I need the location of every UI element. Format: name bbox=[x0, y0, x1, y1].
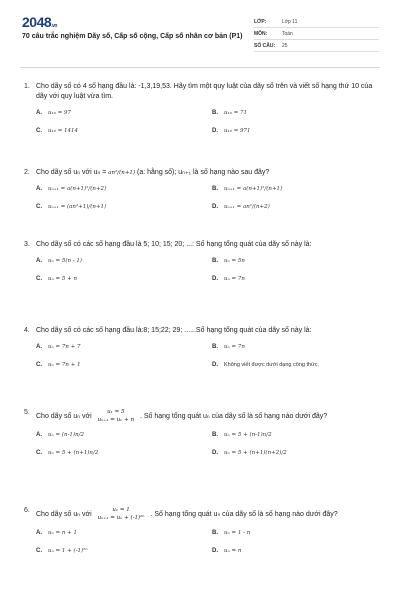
meta-key: LỚP: bbox=[254, 18, 267, 25]
option-b[interactable] bbox=[212, 528, 388, 538]
option-letter: A. bbox=[36, 432, 42, 438]
question-number: 2. bbox=[24, 169, 30, 176]
option-a[interactable] bbox=[36, 528, 212, 538]
option-value: uₙ₊₁ = (an²+1)/(n+1) bbox=[48, 204, 107, 210]
question-formula: an²/(n+1) bbox=[108, 170, 136, 176]
question-3 bbox=[24, 240, 380, 284]
answer-options bbox=[36, 528, 380, 556]
option-letter: A. bbox=[36, 258, 42, 264]
option-b[interactable] bbox=[212, 184, 388, 194]
option-letter: B. bbox=[212, 258, 218, 264]
answer-options bbox=[36, 184, 380, 212]
option-letter: C. bbox=[36, 276, 42, 282]
system-line-1: u₁ = 5 bbox=[107, 409, 125, 415]
question-text-after: (a: hằng số); uₙ₊₁ là số hạng nào sau đây? bbox=[137, 169, 270, 176]
option-value: uₙ = 5(n - 1) bbox=[48, 258, 83, 264]
question-text-before: Cho dãy số uₙ với bbox=[36, 510, 92, 518]
header-divider bbox=[20, 67, 380, 68]
question-text: Cho dãy số có các số hạng đầu là:8; 15;22; 29; ......Số hạng tổng quát của dãy số này là: bbox=[36, 327, 312, 334]
option-value: uₙ = 7n + 7 bbox=[48, 344, 81, 350]
option-a[interactable] bbox=[36, 430, 212, 440]
option-letter: B. bbox=[212, 530, 218, 536]
option-value: uₙ = 1 - n bbox=[224, 530, 251, 536]
option-value: u₁₀ = 97 bbox=[48, 110, 72, 116]
option-a[interactable] bbox=[36, 184, 212, 194]
option-b[interactable] bbox=[212, 342, 388, 352]
option-value: uₙ = 7n bbox=[224, 344, 245, 350]
option-value: u₁₀ = 71 bbox=[224, 110, 248, 116]
meta-value: Lớp 11 bbox=[282, 18, 298, 25]
question-text: Cho dãy số có các số hạng đầu là 5; 10; 15; 20; ...: Số hạng tổng quát của dãy số này là: bbox=[36, 241, 312, 248]
option-value: uₙ₊₁ = a(n+1)²/(n+1) bbox=[224, 186, 283, 192]
option-value: uₙ = n + 1 bbox=[48, 530, 78, 536]
site-logo[interactable] bbox=[22, 14, 57, 30]
meta-key: SỐ CÂU: bbox=[254, 42, 276, 49]
answer-options bbox=[36, 108, 380, 136]
option-value: uₙ₊₁ = an²/(n+2) bbox=[224, 204, 270, 210]
system-line-2: uₙ₊₁ = uₙ + (-1)²ⁿ bbox=[97, 515, 145, 521]
option-d[interactable] bbox=[212, 126, 388, 136]
option-letter: D. bbox=[212, 362, 218, 368]
option-c[interactable] bbox=[36, 360, 212, 370]
question-text bbox=[36, 506, 380, 522]
option-letter: D. bbox=[212, 450, 218, 456]
option-value: uₙ = 5 + (n-1)n/2 bbox=[224, 432, 272, 438]
meta-value: Toán bbox=[282, 30, 293, 37]
meta-value: 25 bbox=[282, 42, 288, 49]
logo-text: 2048 bbox=[22, 14, 52, 30]
answer-options bbox=[36, 256, 380, 284]
meta-row-count bbox=[254, 40, 379, 52]
meta-table bbox=[254, 16, 379, 52]
option-value: uₙ = (n-1)n/2 bbox=[48, 432, 84, 438]
option-c[interactable] bbox=[36, 546, 212, 556]
option-value: uₙ = 1 + (-1)²ⁿ bbox=[48, 548, 88, 554]
system-line-2: uₙ₊₁ = uₙ + n bbox=[97, 417, 134, 423]
option-value: uₙ₊₁ = a(n+1)²/(n+2) bbox=[48, 186, 107, 192]
option-letter: A. bbox=[36, 530, 42, 536]
option-letter: B. bbox=[212, 432, 218, 438]
option-a[interactable] bbox=[36, 342, 212, 352]
question-text-after: . Số hạng tổng quát uₙ của dãy số là số hạng nào dưới đây? bbox=[139, 412, 328, 420]
option-c[interactable] bbox=[36, 274, 212, 284]
document-title: 70 câu trắc nghiệm Dãy số, Cấp số cộng, Cấp số nhân cơ bản (P1) bbox=[22, 33, 243, 40]
option-d[interactable] bbox=[212, 202, 388, 212]
option-b[interactable] bbox=[212, 108, 388, 118]
option-a[interactable] bbox=[36, 108, 212, 118]
option-letter: C. bbox=[36, 362, 42, 368]
question-6 bbox=[24, 506, 380, 556]
option-letter: D. bbox=[212, 204, 218, 210]
option-value: uₙ = 7n + 1 bbox=[48, 362, 81, 368]
system-line-1: u₁ = 1 bbox=[112, 507, 130, 513]
recurrence-system bbox=[98, 408, 134, 424]
meta-key: MÔN: bbox=[254, 30, 268, 37]
option-letter: D. bbox=[212, 128, 218, 134]
option-letter: B. bbox=[212, 344, 218, 350]
option-letter: C. bbox=[36, 128, 42, 134]
option-value: uₙ = 5 + n bbox=[48, 276, 78, 282]
option-d[interactable] bbox=[212, 448, 388, 458]
option-b[interactable] bbox=[212, 430, 388, 440]
option-letter: D. bbox=[212, 548, 218, 554]
meta-row-subject bbox=[254, 28, 379, 40]
option-d[interactable] bbox=[212, 360, 388, 370]
recurrence-system bbox=[98, 506, 145, 522]
option-letter: C. bbox=[36, 548, 42, 554]
option-value: u₁₀ = 971 bbox=[224, 128, 251, 134]
question-number: 5. bbox=[24, 409, 30, 416]
option-d[interactable] bbox=[212, 274, 388, 284]
option-value: u₁₀ = 1414 bbox=[48, 128, 79, 134]
option-c[interactable] bbox=[36, 202, 212, 212]
question-number: 1. bbox=[24, 83, 30, 90]
question-number: 6. bbox=[24, 507, 30, 514]
question-1 bbox=[24, 82, 380, 136]
option-value: Không viết được dưới dạng công thức. bbox=[224, 362, 320, 368]
option-value: uₙ = 7n bbox=[224, 276, 245, 282]
logo-suffix: .vn bbox=[51, 23, 57, 29]
answer-options bbox=[36, 342, 380, 370]
option-c[interactable] bbox=[36, 126, 212, 136]
question-4 bbox=[24, 326, 380, 370]
option-letter: C. bbox=[36, 204, 42, 210]
option-value: uₙ = 5 + (n+1)(n+2)/2 bbox=[224, 450, 287, 456]
option-value: uₙ = 5 + (n+1)n/2 bbox=[48, 450, 99, 456]
option-a[interactable] bbox=[36, 256, 212, 266]
question-text-after: . Số hạng tổng quát uₙ của dãy số là số hạng nào dưới đây? bbox=[150, 510, 338, 518]
option-b[interactable] bbox=[212, 256, 388, 266]
question-2 bbox=[24, 168, 380, 212]
option-letter: D. bbox=[212, 276, 218, 282]
answer-options bbox=[36, 430, 380, 458]
option-letter: B. bbox=[212, 186, 218, 192]
option-letter: A. bbox=[36, 110, 42, 116]
meta-row-class bbox=[254, 16, 379, 28]
option-value: uₙ = n bbox=[224, 548, 242, 554]
option-c[interactable] bbox=[36, 448, 212, 458]
option-letter: B. bbox=[212, 110, 218, 116]
question-5 bbox=[24, 408, 380, 458]
option-letter: C. bbox=[36, 450, 42, 456]
question-text-before: Cho dãy số uₙ với uₙ = bbox=[36, 169, 107, 176]
option-d[interactable] bbox=[212, 546, 388, 556]
question-text-before: Cho dãy số uₙ với bbox=[36, 412, 92, 420]
question-text: Cho dãy số có 4 số hạng đầu là: -1,3,19,53. Hãy tìm một quy luật của dãy số trên và viết số hạng thứ 10 của dãy với quy luật vừa tìm. bbox=[36, 83, 373, 100]
option-letter: A. bbox=[36, 186, 42, 192]
question-number: 4. bbox=[24, 327, 30, 334]
option-value: uₙ = 5n bbox=[224, 258, 245, 264]
option-letter: A. bbox=[36, 344, 42, 350]
question-text bbox=[36, 168, 380, 178]
question-text bbox=[36, 408, 380, 424]
question-number: 3. bbox=[24, 241, 30, 248]
